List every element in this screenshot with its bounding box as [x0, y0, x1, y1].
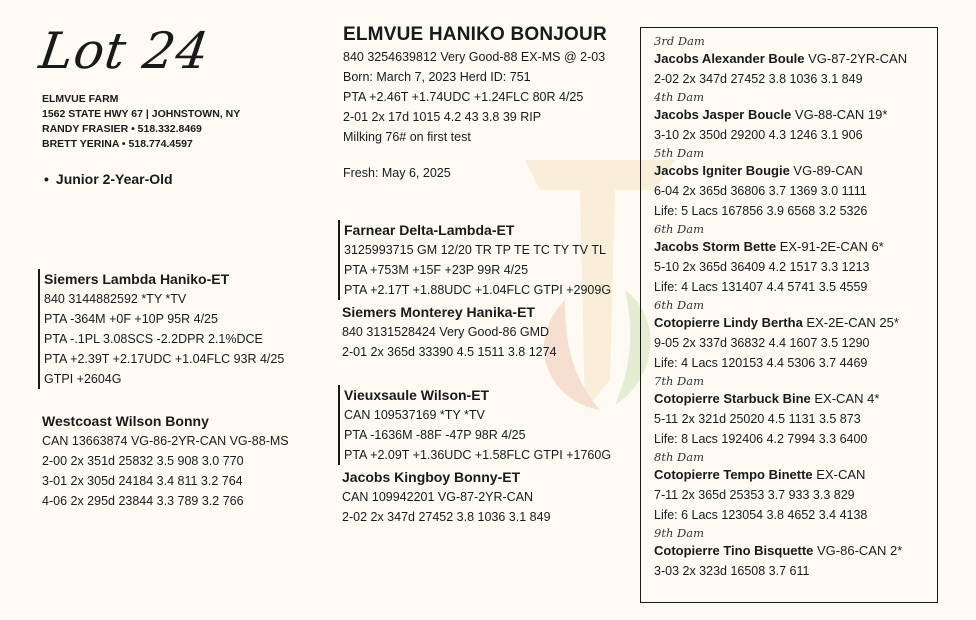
dam-entry: [654, 297, 937, 373]
dam-entry-name-text: Cotopierre Lindy Bertha: [654, 315, 803, 330]
dam-entry-name: [654, 541, 937, 561]
dam-line: CAN 13663874 VG-86-2YR-CAN VG-88-MS: [42, 434, 289, 448]
class-text: Junior 2-Year-Old: [55, 171, 173, 187]
animal-line: PTA +2.46T +1.74UDC +1.24FLC 80R 4/25: [343, 90, 584, 104]
dam-block: [42, 411, 289, 511]
dam-entry-lifetime: Life: 4 Lacs 120153 4.4 5306 3.7 4469: [654, 356, 868, 370]
animal-line: 840 3254639812 Very Good-88 EX-MS @ 2-03: [343, 50, 606, 64]
dam-generation-label: 4th Dam: [654, 90, 704, 104]
dam-entry-name-text: Jacobs Storm Bette: [654, 239, 777, 254]
dam-entry-classification: VG-88-CAN 19*: [791, 107, 888, 122]
dam-entry-record: 7-11 2x 365d 25353 3.7 933 3.3 829: [654, 488, 855, 502]
dam-entry-classification: EX-CAN: [812, 467, 866, 482]
sire-of-dam-block: [338, 385, 611, 465]
sire-line: 840 3144882592 *TY *TV: [44, 292, 187, 306]
dam-entry-name: [654, 105, 937, 125]
dam-entry-classification: EX-91-2E-CAN 6*: [776, 239, 884, 254]
sire-of-dam-line: PTA -1636M -88F -47P 98R 4/25: [344, 428, 526, 442]
dam-stack-box: [640, 27, 938, 603]
dam-entry-name: [654, 465, 937, 485]
animal-details: [343, 47, 605, 147]
dam-entry-lifetime: Life: 4 Lacs 131407 4.4 5741 3.5 4559: [654, 280, 868, 294]
sire-block: [38, 269, 284, 389]
dam-entry-lifetime: Life: 5 Lacs 167856 3.9 6568 3.2 5326: [654, 204, 868, 218]
dam-generation-label: 6th Dam: [654, 222, 704, 236]
dam-of-dam-name: Jacobs Kingboy Bonny-ET: [342, 469, 521, 485]
dam-of-sire-block: [342, 302, 557, 362]
class-label: [44, 171, 173, 187]
dam-entry-record: 6-04 2x 365d 36806 3.7 1369 3.0 1111: [654, 184, 867, 198]
dam-generation-label: 5th Dam: [654, 146, 704, 160]
dam-entry-name: [654, 389, 937, 409]
sire-of-sire-name: Farnear Delta-Lambda-ET: [344, 222, 515, 238]
dam-entry-name-text: Jacobs Alexander Boule: [654, 51, 805, 66]
dam-of-dam-line: 2-02 2x 347d 27452 3.8 1036 3.1 849: [342, 510, 551, 524]
dam-entry-classification: EX-CAN 4*: [810, 391, 880, 406]
sire-line: GTPI +2604G: [44, 372, 122, 386]
dam-entry-name: [654, 237, 937, 257]
dam-generation-label: 6th Dam: [654, 298, 704, 312]
dam-entry-classification: VG-87-2YR-CAN: [804, 51, 908, 66]
farm-contact-2: BRETT YERINA • 518.774.4597: [42, 138, 193, 150]
dam-entry-name: [654, 313, 937, 333]
dam-line: 3-01 2x 305d 24184 3.4 811 3.2 764: [42, 474, 243, 488]
dam-entry-name-text: Cotopierre Tempo Binette: [654, 467, 813, 482]
dam-of-dam-line: CAN 109942201 VG-87-2YR-CAN: [342, 490, 534, 504]
farm-address: 1562 STATE HWY 67 | JOHNSTOWN, NY: [42, 108, 241, 120]
dam-line: 2-00 2x 351d 25832 3.5 908 3.0 770: [42, 454, 244, 468]
dam-entry-classification: VG-89-CAN: [789, 163, 863, 178]
dam-entry: [654, 89, 937, 145]
farm-info: [42, 92, 240, 152]
sire-name: Siemers Lambda Haniko-ET: [44, 271, 230, 287]
sire-of-sire-line: PTA +753M +15F +23P 99R 4/25: [344, 263, 529, 277]
sire-of-dam-line: CAN 109537169 *TY *TV: [344, 408, 485, 422]
dam-entry-name: [654, 161, 937, 181]
dam-entry-record: 9-05 2x 337d 36832 4.4 1607 3.5 1290: [654, 336, 870, 350]
dam-generation-label: 3rd Dam: [654, 34, 705, 48]
dam-entry-lifetime: Life: 8 Lacs 192406 4.2 7994 3.3 6400: [654, 432, 868, 446]
farm-name: ELMVUE FARM: [42, 93, 119, 105]
sire-of-dam-name: Vieuxsaule Wilson-ET: [344, 387, 490, 403]
dam-of-sire-name: Siemers Monterey Hanika-ET: [342, 304, 535, 320]
dam-entry-name: [654, 49, 937, 69]
dam-entry-name-text: Cotopierre Starbuck Bine: [654, 391, 811, 406]
dam-entry-name-text: Jacobs Igniter Bougie: [654, 163, 790, 178]
dam-entry: [654, 525, 937, 581]
dam-entry-name-text: Jacobs Jasper Boucle: [654, 107, 792, 122]
dam-of-sire-line: 2-01 2x 365d 33390 4.5 1511 3.8 1274: [342, 345, 557, 359]
dam-generation-label: 8th Dam: [654, 450, 704, 464]
dam-entry-classification: EX-2E-CAN 25*: [802, 315, 899, 330]
dam-entry-record: 5-10 2x 365d 36409 4.2 1517 3.3 1213: [654, 260, 870, 274]
animal-line: Born: March 7, 2023 Herd ID: 751: [343, 70, 531, 84]
sire-of-sire-block: [338, 220, 611, 300]
class-bullet: •: [44, 171, 49, 187]
dam-entry-record: 2-02 2x 347d 27452 3.8 1036 3.1 849: [654, 72, 863, 86]
dam-entry: [654, 449, 937, 525]
dam-of-sire-line: 840 3131528424 Very Good-86 GMD: [342, 325, 550, 339]
dam-line: 4-06 2x 295d 23844 3.3 789 3.2 766: [42, 494, 244, 508]
lot-title: Lot 24: [35, 22, 213, 80]
dam-entry: [654, 145, 937, 221]
farm-contact-1: RANDY FRASIER • 518.332.8469: [42, 123, 202, 135]
dam-entry: [654, 221, 937, 297]
sire-of-sire-line: PTA +2.17T +1.88UDC +1.04FLC GTPI +2909G: [344, 283, 612, 297]
dam-generation-label: 9th Dam: [654, 526, 704, 540]
animal-name: ELMVUE HANIKO BONJOUR: [343, 24, 607, 45]
dam-entry-name-text: Cotopierre Tino Bisquette: [654, 543, 814, 558]
dam-entry: [654, 33, 937, 89]
dam-entry-record: 3-10 2x 350d 29200 4.3 1246 3.1 906: [654, 128, 863, 142]
animal-line: Milking 76# on first test: [343, 130, 471, 144]
sire-of-sire-line: 3125993715 GM 12/20 TR TP TE TC TY TV TL: [344, 243, 606, 257]
sire-line: PTA -364M +0F +10P 95R 4/25: [44, 312, 218, 326]
sire-of-dam-line: PTA +2.09T +1.36UDC +1.58FLC GTPI +1760G: [344, 448, 612, 462]
dam-name: Westcoast Wilson Bonny: [42, 413, 209, 429]
animal-line: 2-01 2x 17d 1015 4.2 43 3.8 39 RIP: [343, 110, 542, 124]
sire-line: PTA +2.39T +2.17UDC +1.04FLC 93R 4/25: [44, 352, 285, 366]
fresh-date: Fresh: May 6, 2025: [343, 166, 451, 180]
dam-entry-classification: VG-86-CAN 2*: [813, 543, 903, 558]
sire-line: PTA -.1PL 3.08SCS -2.2DPR 2.1%DCE: [44, 332, 263, 346]
dam-entry-record: 3-03 2x 323d 16508 3.7 611: [654, 564, 810, 578]
dam-generation-label: 7th Dam: [654, 374, 704, 388]
dam-entry-lifetime: Life: 6 Lacs 123054 3.8 4652 3.4 4138: [654, 508, 868, 522]
dam-entry: [654, 373, 937, 449]
dam-entry-record: 5-11 2x 321d 25020 4.5 1131 3.5 873: [654, 412, 861, 426]
dam-of-dam-block: [342, 467, 551, 527]
